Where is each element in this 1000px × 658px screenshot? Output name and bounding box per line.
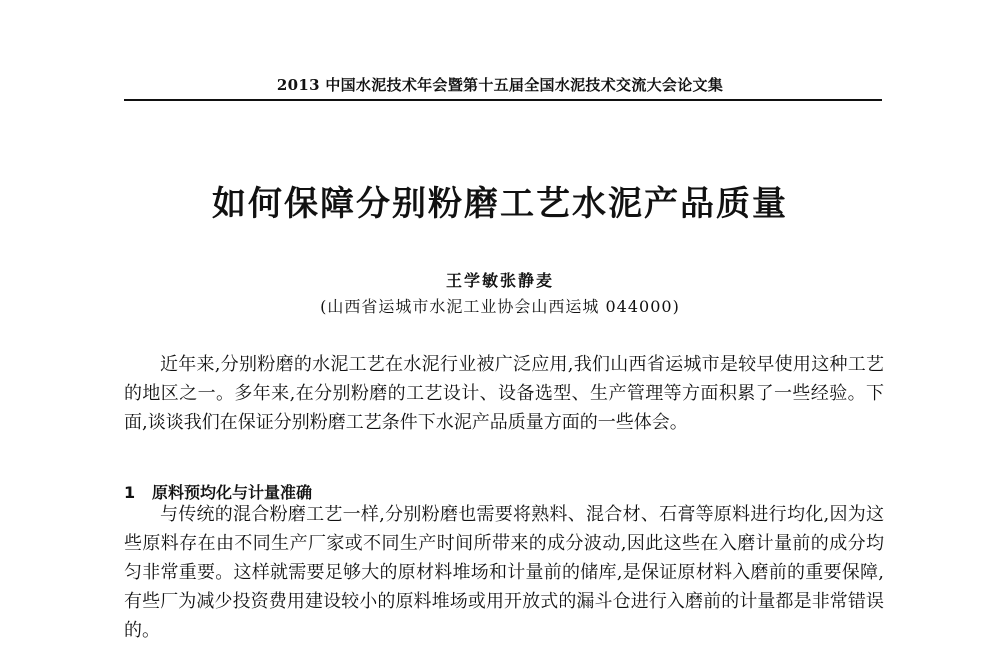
intro-paragraph: 近年来,分别粉磨的水泥工艺在水泥行业被广泛应用,我们山西省运城市是较早使用这种工艺的地区之一。多年来,在分别粉磨的工艺设计、设备选型、生产管理等方面积累了一些经验。下面,谈谈我们在保证分别粉磨工艺条件下水泥产品质量方面的一些体会。	[124, 354, 884, 433]
paper-affiliation: (山西省运城市水泥工业协会山西运城 044000)	[320, 297, 680, 316]
header-rule	[124, 99, 882, 101]
section-title: 原料预均化与计量准确	[152, 483, 313, 502]
paper-authors: 王学敏张静麦	[445, 271, 554, 290]
paper-title: 如何保障分别粉磨工艺水泥产品质量	[212, 184, 788, 224]
section-number: 1	[124, 483, 136, 502]
section-paragraph: 与传统的混合粉磨工艺一样,分别粉磨也需要将熟料、混合材、石膏等原料进行均化,因为这些原料存在由不同生产厂家或不同生产时间所带来的成分波动,因此这些在入磨计量前的成分均匀非常重要。这样就需要足够大的原材料堆场和计量前的储库,是保证原材料入磨前的重要保障,有些厂为减少投资费用建设较小的原料堆场或用开放式的漏斗仓进行入磨前的计量都是非常错误的。	[124, 504, 884, 641]
running-header: 2013 中国水泥技术年会暨第十五届全国水泥技术交流大会论文集	[276, 76, 724, 94]
